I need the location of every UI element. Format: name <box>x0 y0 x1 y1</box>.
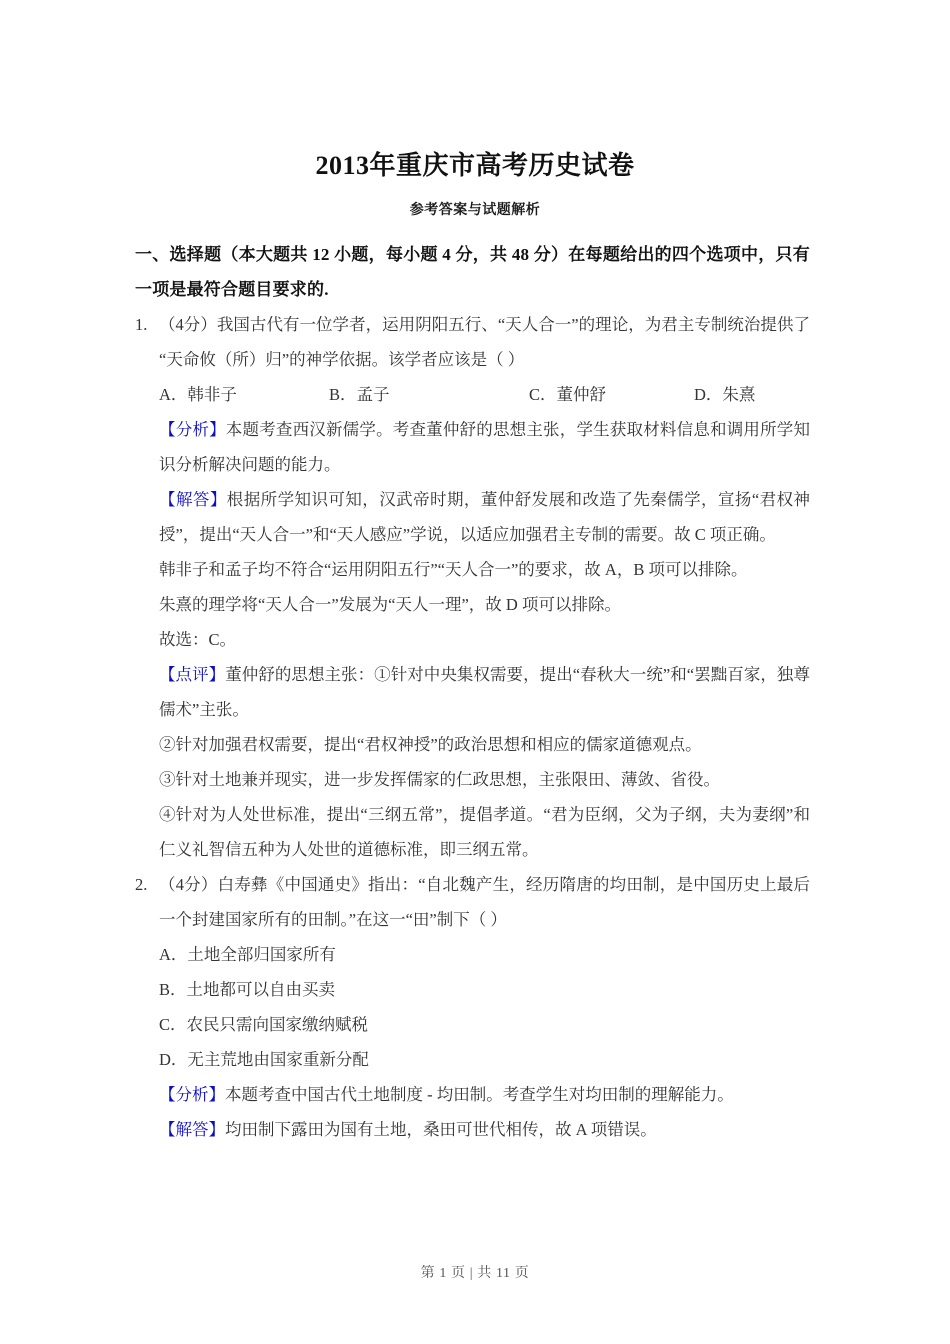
analysis-text-1: 本题考查西汉新儒学。考查董仲舒的思想主张，学生获取材料信息和调用所学知识分析解决问题的能力。 <box>159 419 811 474</box>
question-1-answer-choice: 故选：C。 <box>159 629 237 649</box>
page-footer: 第 1 页 | 共 11 页 <box>420 1266 530 1281</box>
question-1-stem-row <box>135 307 810 377</box>
question-1-comment-point-2: ②针对加强君权需要，提出“君权神授”的政治思想和相应的儒家道德观点。 <box>159 734 702 754</box>
question-2-option-b[interactable]: B．土地都可以自由买卖 <box>159 979 336 999</box>
answer-text-1: 根据所学知识可知，汉武帝时期，董仲舒发展和改造了先秦儒学，宣扬“君权神授”，提出“天人合一”和“天人感应”学说，以适应加强君主专制的需要。故 C 项正确。 <box>159 489 811 544</box>
question-2-analysis <box>135 1077 810 1112</box>
document-subtitle: 参考答案与试题解析 <box>409 202 541 218</box>
question-2-option-c[interactable]: C．农民只需向国家缴纳赋税 <box>159 1014 369 1034</box>
analysis-text-2: 本题考查中国古代土地制度 - 均田制。考查学生对均田制的理解能力。 <box>225 1084 734 1104</box>
analysis-label-1: 【分析】 <box>159 419 226 439</box>
comment-label-1: 【点评】 <box>159 664 226 684</box>
question-1-analysis <box>135 412 810 482</box>
question-2-stem: （4分）白寿彝《中国通史》指出：“自北魏产生，经历隋唐的均田制，是中国历史上最后一个封建国家所有的田制。”在这一“田”制下（ ） <box>159 874 810 929</box>
question-1-answer <box>135 482 810 552</box>
question-1-comment-point-3: ③针对土地兼并现实，进一步发挥儒家的仁政思想，主张限田、薄敛、省役。 <box>159 769 720 789</box>
question-1-option-d[interactable]: D．朱熹 <box>694 384 756 404</box>
question-block-2 <box>135 867 810 1147</box>
question-2-option-a[interactable]: A．土地全部归国家所有 <box>159 944 336 964</box>
question-2-option-d[interactable]: D．无主荒地由国家重新分配 <box>159 1049 369 1069</box>
page-title: 2013年重庆市高考历史试卷 <box>315 151 635 180</box>
question-1-option-a[interactable]: A．韩非子 <box>159 384 237 404</box>
question-1-option-c[interactable]: C．董仲舒 <box>529 384 607 404</box>
question-1-answer-extra-1: 韩非子和孟子均不符合“运用阴阳五行”“天人合一”的要求，故 A，B 项可以排除。 <box>159 559 748 579</box>
question-1-comment <box>135 657 810 727</box>
question-2-answer <box>135 1112 810 1147</box>
analysis-label-2: 【分析】 <box>159 1084 225 1104</box>
question-1-option-b[interactable]: B．孟子 <box>329 384 390 404</box>
question-1-comment-point-4: ④针对为人处世标准，提出“三纲五常”，提倡孝道。“君为臣纲，父为子纲，夫为妻纲”和仁义礼智信五种为人处世的道德标准，即三纲五常。 <box>159 804 810 859</box>
question-1-options <box>135 377 810 412</box>
question-1-number: 1. <box>135 314 148 334</box>
answer-label-2: 【解答】 <box>159 1119 225 1139</box>
question-2-stem-row <box>135 867 810 937</box>
comment-text-1: 董仲舒的思想主张：①针对中央集权需要，提出“春秋大一统”和“罢黜百家，独尊儒术”主张。 <box>159 664 810 719</box>
question-block-1 <box>135 307 810 867</box>
document-body <box>0 219 950 1147</box>
question-1-answer-extra-2: 朱熹的理学将“天人合一”发展为“天人一理”，故 D 项可以排除。 <box>159 594 621 614</box>
question-1-stem: （4分）我国古代有一位学者，运用阴阳五行、“天人合一”的理论，为君主专制统治提供了“天命攸（所）归”的神学依据。该学者应该是（ ） <box>159 314 810 369</box>
answer-text-2: 均田制下露田为国有土地，桑田可世代相传，故 A 项错误。 <box>225 1119 657 1139</box>
question-2-number: 2. <box>135 874 148 894</box>
answer-label-1: 【解答】 <box>159 489 227 509</box>
section-heading-multiple-choice: 一、选择题（本大题共 12 小题，每小题 4 分，共 48 分）在每题给出的四个选项中，只有一项是最符合题目要求的. <box>135 244 810 299</box>
